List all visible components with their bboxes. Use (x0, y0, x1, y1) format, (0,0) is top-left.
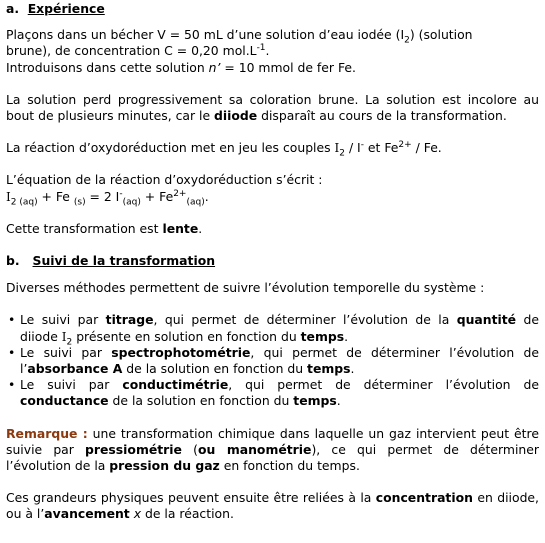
equation-term: + Fe (140, 188, 174, 204)
decoloration-paragraph (6, 92, 539, 124)
para-text: disparaît au cours de la transformation. (257, 108, 507, 124)
couples-paragraph (6, 140, 539, 159)
item-text: de la solution en fonction du (108, 393, 294, 409)
para-text: . (198, 220, 203, 236)
intro-text: Introduisons dans cette solution (6, 59, 209, 75)
equation-term: . (204, 188, 209, 204)
section-a-letter: a. (6, 1, 20, 16)
intro-text: = 10 mmol de fer Fe. (220, 59, 356, 75)
para-text: / Fe. (411, 140, 442, 156)
keyword: titrage (105, 312, 154, 328)
final-paragraph (6, 490, 539, 522)
item-text: Le suivi par (20, 312, 106, 328)
formula-sub: 2 (339, 148, 345, 159)
para-text: Cette transformation est (6, 220, 163, 236)
keyword: pression du gaz (109, 458, 220, 474)
keyword: pressiométrie (85, 441, 182, 457)
keyword: absorbance A (27, 361, 123, 377)
item-text: , qui permet de déterminer l’évolution de (228, 377, 539, 393)
remark-label: Remarque : (6, 425, 88, 441)
formula-sup: - (360, 140, 364, 151)
equation-intro: L’équation de la réaction d’oxydoréduction s’écrit : (6, 172, 323, 188)
equation-sub: 2 (aq) (10, 197, 38, 208)
intro-sub: 2 (404, 35, 410, 46)
para-text: La solution perd progressivement sa coloration brune. La solution est incolore au bout de plusieurs minutes, car le (6, 91, 539, 124)
variable-n: n’ (208, 59, 221, 75)
equation-sup: - (119, 188, 123, 199)
para-text: La réaction d’oxydoréduction met en jeu les couples (6, 140, 335, 156)
intro-text: brune), de concentration C = 0,20 mol.L (6, 43, 257, 59)
variable-x: x (133, 506, 142, 522)
equation-term: = 2 I (85, 188, 120, 204)
methods-intro: Diverses méthodes permettent de suivre l’évolution temporelle du système : (6, 280, 485, 296)
item-text: . (350, 361, 355, 377)
para-text: de la réaction. (141, 506, 234, 522)
para-text: en diiode, ou à l’ (6, 490, 539, 522)
item-text: , qui permet de déterminer l’évolution de la (153, 312, 457, 328)
list-item (20, 377, 539, 409)
keyword: temps (307, 361, 351, 377)
formula-i2: I (334, 141, 340, 156)
equation-sub: (aq) (186, 197, 205, 208)
keyword: spectrophotométrie (111, 344, 251, 360)
keyword: concentration (375, 490, 473, 506)
section-a-title: Expérience (27, 1, 105, 16)
item-text: . (344, 328, 349, 344)
section-b-letter: b. (6, 253, 20, 269)
equation-paragraph (6, 172, 539, 208)
para-text: ( (181, 441, 198, 457)
formula-i2: I (61, 329, 67, 344)
list-item (20, 345, 539, 377)
para-text: Ces grandeurs physiques peuvent ensuite être reliées à la (6, 490, 376, 506)
keyword: conductimétrie (122, 377, 229, 393)
keyword: ou manométrie (197, 441, 312, 457)
equation-sub: (aq) (122, 197, 141, 208)
keyword: conductance (20, 393, 109, 409)
formula-sup: 2+ (398, 140, 412, 151)
item-text: Le suivi par (20, 377, 123, 393)
keyword: quantité (456, 312, 517, 328)
intro-text: ) (solution (409, 27, 473, 43)
keyword-diiode: diiode (214, 108, 258, 124)
keyword: temps (293, 393, 337, 409)
keyword: temps (300, 328, 345, 344)
equation-sub: (s) (73, 197, 86, 208)
formula-sub: 2 (66, 337, 73, 348)
equation-sup: 2+ (173, 188, 187, 199)
item-text: . (336, 393, 341, 409)
intro-sup: -1 (256, 43, 266, 54)
item-text: de la solution en fonction du (122, 361, 308, 377)
intro-text: Plaçons dans un bécher V = 50 mL d’une solution d’eau iodée (I (6, 27, 405, 43)
section-b-heading (6, 253, 539, 269)
para-text: et Fe (363, 140, 399, 156)
item-text: Le suivi par (20, 344, 112, 360)
remark-paragraph (6, 426, 539, 475)
para-text: en fonction du temps. (219, 458, 360, 474)
section-a-heading (6, 0, 539, 17)
equation-term: + Fe (37, 188, 74, 204)
slow-paragraph (6, 221, 539, 237)
item-text: de diiode (20, 312, 539, 344)
equation-term: I (6, 189, 11, 204)
item-text: présente en solution en fonction du (72, 328, 301, 344)
section-b-title: Suivi de la transformation (32, 253, 216, 269)
para-text: ), ce qui permet de déterminer l’évolution de la (6, 441, 539, 474)
keyword: avancement (44, 506, 130, 522)
methods-list (6, 312, 539, 409)
intro-paragraph (6, 27, 539, 76)
para-text: une transformation chimique dans laquelle un gaz intervient peut être suivie par (6, 425, 539, 457)
intro-text: . (265, 43, 270, 59)
para-text: / I (345, 140, 361, 156)
list-item (20, 312, 539, 348)
item-text: , qui permet de déterminer l’évolution de l’ (20, 344, 539, 377)
keyword-lente: lente (162, 220, 199, 236)
